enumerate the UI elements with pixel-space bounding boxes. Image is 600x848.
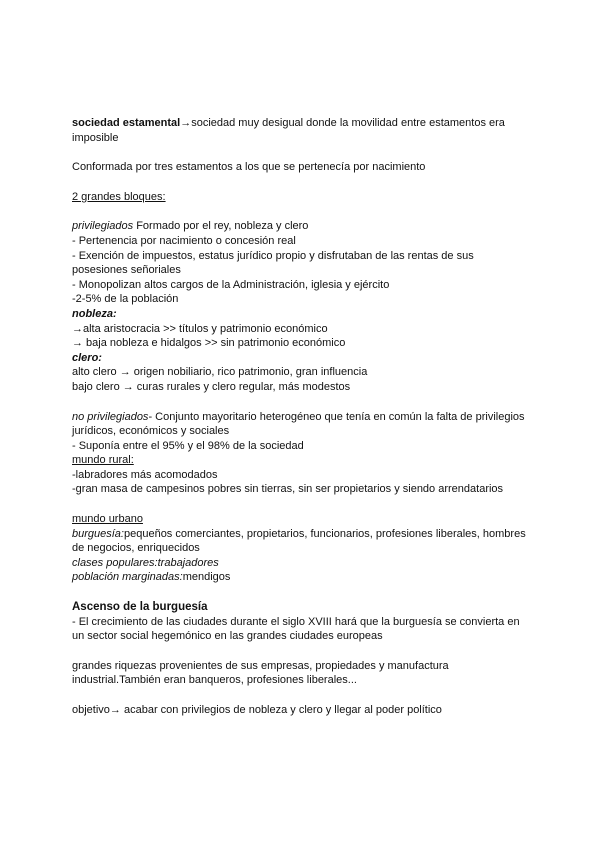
mundo-rural-item: -gran masa de campesinos pobres sin tierras, sin ser propietarios y siendo arrendatarios	[72, 483, 504, 496]
clases-populares-line	[72, 556, 532, 571]
nobleza-label: nobleza:	[72, 307, 117, 320]
burguesia-line	[72, 527, 532, 556]
mundo-rural-label: mundo rural:	[72, 454, 134, 467]
ascenso-title: Ascenso de la burguesía	[72, 601, 208, 614]
privilegiados-label: privilegiados	[72, 220, 134, 233]
no-privilegiados-share: - Suponía entre el 95% y el 98% de la sociedad	[72, 439, 304, 452]
ascenso-paragraph-2: grandes riquezas provenientes de sus empresas, propiedades y manufactura industrial.También eran banqueros, profesiones liberales...	[72, 659, 449, 687]
mundo-rural-item: -labradores más acomodados	[72, 468, 218, 481]
intro-term: sociedad estamental	[72, 117, 181, 129]
poblacion-marginada-text: mendigos	[182, 571, 231, 584]
ascenso-paragraph-1: - El crecimiento de las ciudades durante el siglo XVIII hará que la burguesía se convierta en un sector social hegemónico en las grandes ciudades europeas	[72, 615, 520, 643]
clero-label: clero:	[72, 351, 102, 364]
poblacion-marginada-line	[72, 570, 532, 585]
poblacion-marginada-label: población marginadas:	[72, 571, 183, 584]
no-privilegiados-label: no privilegiados	[72, 410, 149, 423]
bloques-title: 2 grandes bloques:	[72, 190, 166, 203]
conformada-paragraph: Conformada por tres estamentos a los que se pertenecía por nacimiento	[72, 161, 426, 174]
clases-populares-text: trabajadores	[157, 556, 219, 569]
privilegiados-item: - Exención de impuestos, estatus jurídico propio y disfrutaban de las rentas de sus posesiones señoriales	[72, 249, 474, 277]
no-privilegiados-heading	[72, 410, 532, 439]
privilegiados-desc: Formado por el rey, nobleza y clero	[133, 220, 309, 233]
privilegiados-item: - Monopolizan altos cargos de la Administración, iglesia y ejército	[72, 278, 390, 291]
privilegiados-item: -2-5% de la población	[72, 293, 179, 306]
burguesia-label: burguesía:	[72, 527, 124, 540]
document-body	[72, 116, 532, 718]
privilegiados-heading	[72, 219, 532, 234]
clases-populares-label: clases populares:	[72, 556, 158, 569]
privilegiados-item: - Pertenencia por nacimiento o concesión real	[72, 234, 296, 247]
intro-paragraph	[72, 116, 532, 145]
nobleza-item: → baja nobleza e hidalgos >> sin patrimonio económico	[72, 337, 346, 350]
clero-item: alto clero → origen nobiliario, rico patrimonio, gran influencia	[72, 366, 368, 379]
no-privilegiados-desc: - Conjunto mayoritario heterogéneo que tenía en común la falta de privilegios jurídicos, económicos y sociales	[72, 410, 525, 438]
burguesia-text: pequeños comerciantes, propietarios, funcionarios, profesiones liberales, hombres de negocios, enriquecidos	[72, 527, 526, 555]
clero-item: bajo clero → curas rurales y clero regular, más modestos	[72, 380, 351, 393]
intro-definition: →sociedad muy desigual donde la movilidad entre estamentos era imposible	[72, 117, 505, 144]
mundo-urbano-label: mundo urbano	[72, 513, 143, 526]
ascenso-paragraph-3: objetivo→ acabar con privilegios de nobleza y clero y llegar al poder político	[72, 704, 442, 716]
nobleza-item: →alta aristocracia >> títulos y patrimonio económico	[72, 322, 328, 335]
